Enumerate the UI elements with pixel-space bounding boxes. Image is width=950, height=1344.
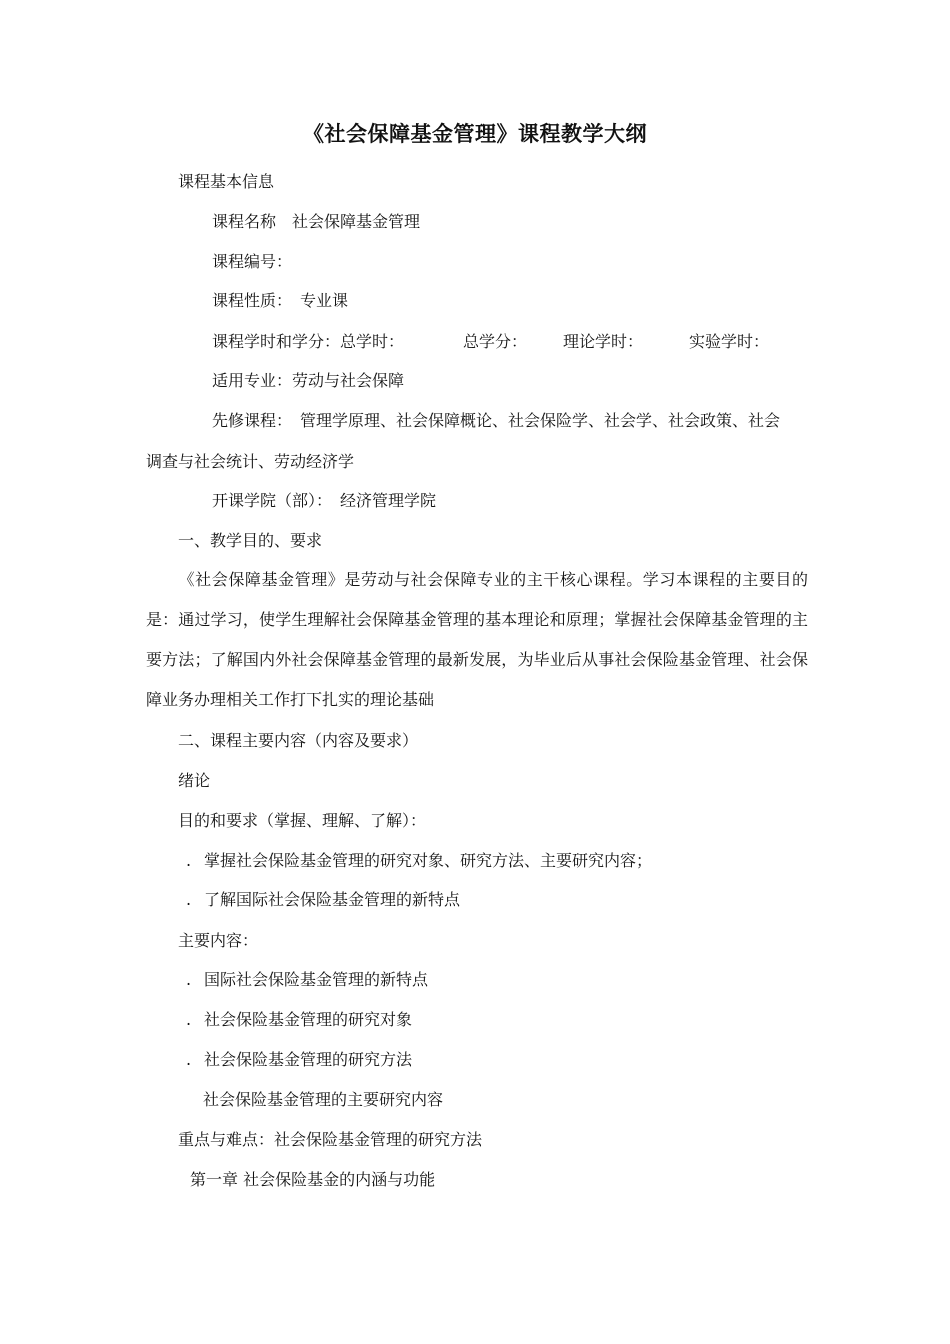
content-label: 主要内容： <box>178 931 259 950</box>
course-code: 课程编号： <box>212 252 293 271</box>
prereq-line1: 先修课程： 管理学原理、社会保障概论、社会保险学、社会学、社会政策、社会 <box>212 411 781 430</box>
list-item <box>186 889 460 911</box>
bullet-mark: . <box>186 890 192 909</box>
course-nature: 课程性质： 专业课 <box>212 291 349 310</box>
theory-hours-label: 理论学时： <box>563 332 644 351</box>
section1-body <box>146 560 808 720</box>
major: 适用专业：劳动与社会保障 <box>212 371 405 390</box>
key-points: 重点与难点：社会保险基金管理的研究方法 <box>178 1130 483 1149</box>
page-title: 《社会保障基金管理》课程教学大纲 <box>303 122 647 146</box>
list-item-text: 社会保险基金管理的研究对象 <box>204 1010 413 1029</box>
chapter1-heading: 第一章 社会保险基金的内涵与功能 <box>190 1170 436 1189</box>
list-item <box>186 850 652 872</box>
bullet-mark: . <box>186 1010 192 1029</box>
bullet-mark: . <box>186 970 192 989</box>
section1-body-text: 《社会保障基金管理》是劳动与社会保障专业的主干核心课程。学习本课程的主要目的是：通过学习，使学生理解社会保障基金管理的基本理论和原理；掌握社会保障基金管理的主要方法；了解国内外社会保障基金管理的最新发展，为毕业后从事社会保险基金管理、社会保障业务办理相关工作打下扎实的理论基础 <box>146 570 808 709</box>
section1-heading: 一、教学目的、要求 <box>178 531 323 550</box>
lab-hours-label: 实验学时： <box>689 332 770 351</box>
list-item <box>186 1009 412 1031</box>
course-name: 课程名称 社会保障基金管理 <box>212 212 421 231</box>
hours-label: 课程学时和学分：总学时： <box>212 332 405 351</box>
intro-heading: 绪论 <box>178 771 211 790</box>
bullet-mark: . <box>186 1050 192 1069</box>
goals-label: 目的和要求（掌握、理解、了解）： <box>178 811 427 830</box>
total-credits-label: 总学分： <box>463 332 528 351</box>
list-item <box>186 969 428 991</box>
college: 开课学院（部）： 经济管理学院 <box>212 491 437 510</box>
list-item-text: 国际社会保险基金管理的新特点 <box>204 970 429 989</box>
prereq-line2: 调查与社会统计、劳动经济学 <box>146 452 355 471</box>
list-item-text: 了解国际社会保险基金管理的新特点 <box>204 890 461 909</box>
section2-heading: 二、课程主要内容（内容及要求） <box>178 731 419 750</box>
list-item <box>186 1049 412 1071</box>
basic-info-heading: 课程基本信息 <box>178 172 275 191</box>
list-item-text: 掌握社会保险基金管理的研究对象、研究方法、主要研究内容； <box>204 851 653 870</box>
list-item-text: 社会保险基金管理的研究方法 <box>204 1050 413 1069</box>
hours-row <box>212 331 812 353</box>
bullet-mark: . <box>186 851 192 870</box>
list-item-extra: 社会保险基金管理的主要研究内容 <box>203 1090 444 1109</box>
